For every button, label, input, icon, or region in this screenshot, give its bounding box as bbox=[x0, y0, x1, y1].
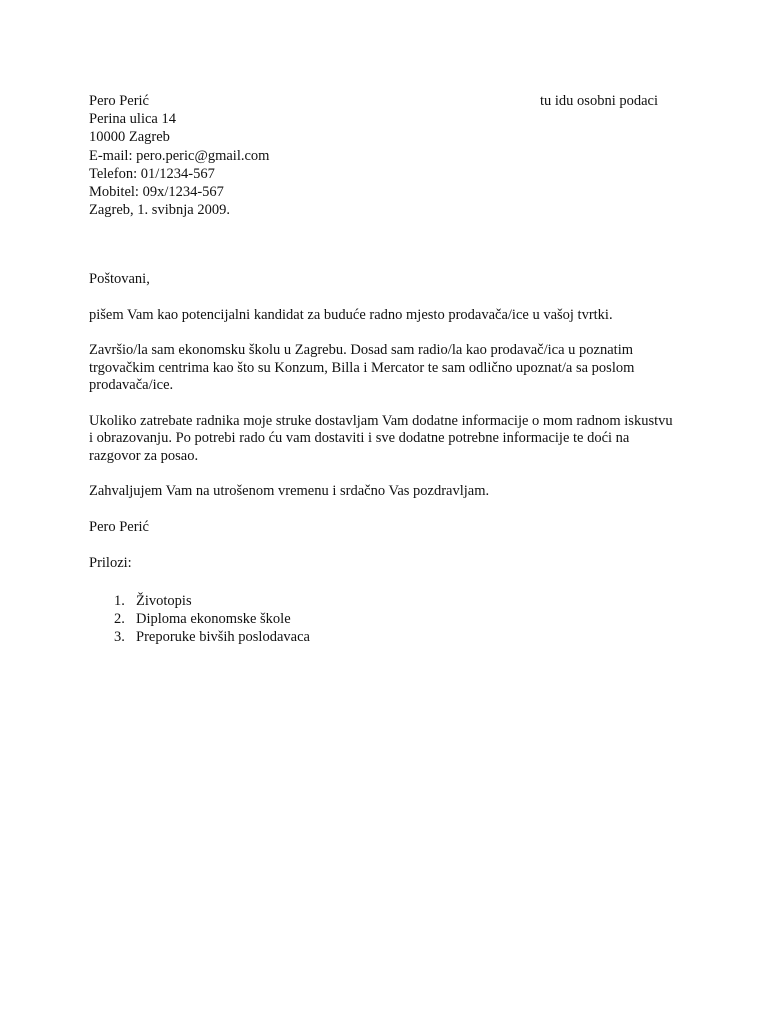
paragraph-intro: pišem Vam kao potencijalni kandidat za buduće radno mjesto prodavača/ice u vašoj tvrtki. bbox=[89, 306, 613, 323]
list-item bbox=[89, 628, 674, 646]
personal-data-note: tu idu osobni podaci bbox=[540, 93, 659, 109]
sender-email: E-mail: pero.peric@gmail.com bbox=[89, 147, 270, 164]
paragraph-experience: Završio/la sam ekonomsku školu u Zagrebu. Dosad sam radio/la kao prodavač/ica u poznatim trgovačkim centrima kao što su Konzum, Billa i Mercator te sam odlično upoznat/a sa poslom prodavača/ice. bbox=[89, 342, 635, 393]
sender-phone: Telefon: 01/1234-567 bbox=[89, 165, 215, 182]
list-item bbox=[89, 610, 674, 628]
letter-body bbox=[89, 271, 674, 646]
attachments-label: Prilozi: bbox=[89, 555, 132, 571]
sender-block bbox=[89, 92, 269, 219]
paragraph-thanks: Zahvaljujem Vam na utrošenom vremenu i srdačno Vas pozdravljam. bbox=[89, 483, 490, 499]
salutation: Poštovani, bbox=[89, 271, 150, 287]
list-item-text: Životopis bbox=[136, 592, 192, 609]
signature: Pero Perić bbox=[89, 518, 149, 535]
list-item bbox=[89, 592, 674, 610]
list-item-number: 3. bbox=[114, 629, 125, 646]
paragraph-additional-info: Ukoliko zatrebate radnika moje struke dostavljam Vam dodatne informacije o mom radnom iskustvu i obrazovanju. Po potrebi rado ću vam dostaviti i sve dodatne potrebne informacije te doći na razgovor za posao. bbox=[89, 412, 673, 464]
sender-name: Pero Perić bbox=[89, 93, 149, 109]
attachments-list bbox=[89, 592, 674, 647]
list-item-text: Diploma ekonomske škole bbox=[136, 610, 291, 627]
letter-date: Zagreb, 1. svibnja 2009. bbox=[89, 202, 230, 219]
sender-street: Perina ulica 14 bbox=[89, 111, 176, 128]
list-item-text: Preporuke bivših poslodavaca bbox=[136, 629, 310, 646]
list-item-number: 2. bbox=[114, 610, 125, 627]
list-item-number: 1. bbox=[114, 592, 125, 609]
sender-city: 10000 Zagreb bbox=[89, 129, 170, 146]
sender-mobile: Mobitel: 09x/1234-567 bbox=[89, 184, 224, 201]
